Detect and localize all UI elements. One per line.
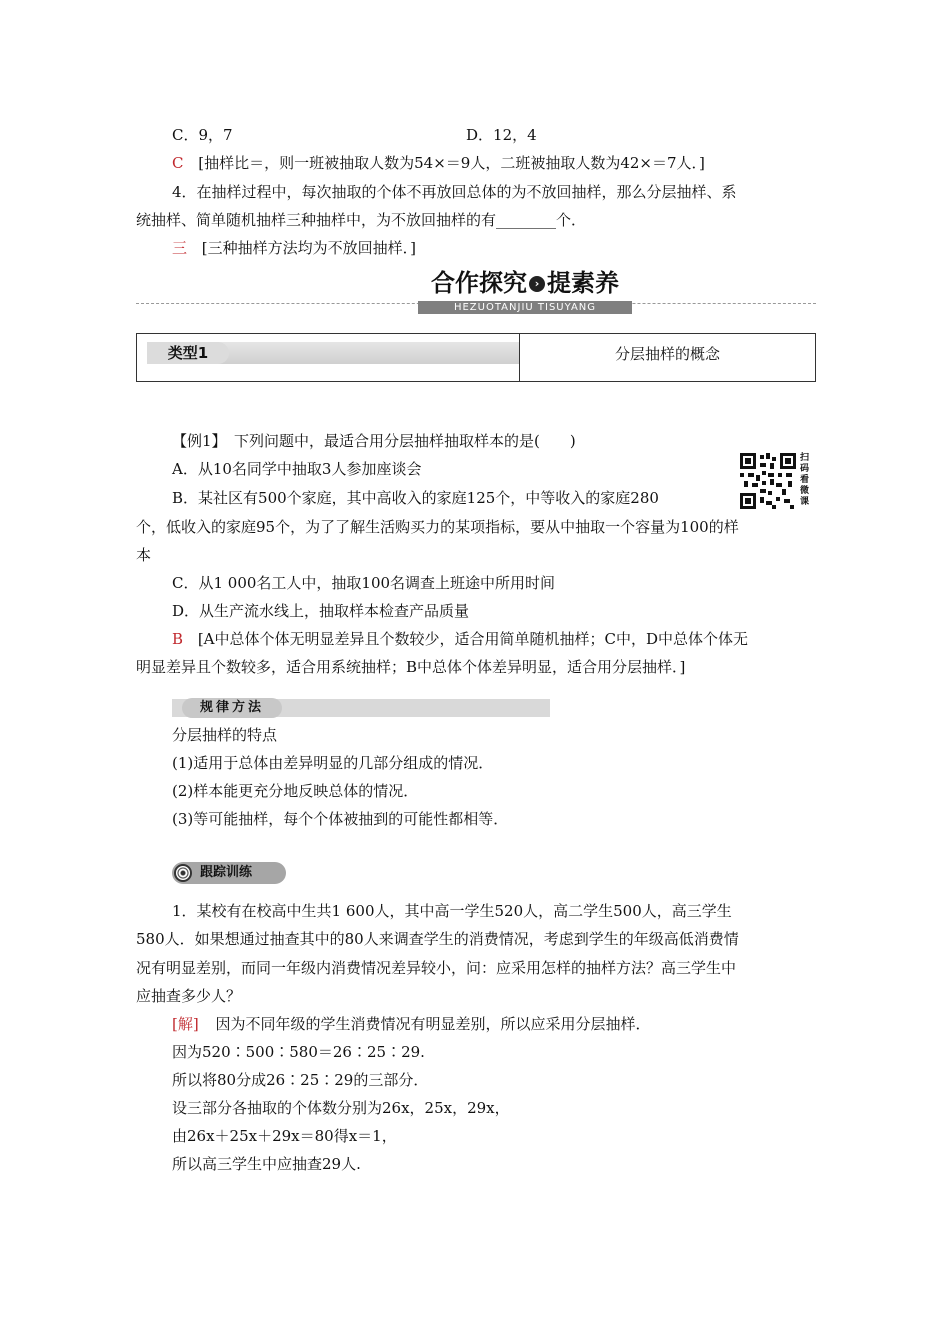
solution-line2: 因为520∶500∶580＝26∶25∶29. — [172, 1043, 425, 1061]
example-answer-line2: 明显差异且个数较多，适合用系统抽样；B中总体个体差异明显，适合用分层抽样．] — [136, 658, 686, 676]
track-q1-line2: 580人．如果想通过抽查其中的80人来调查学生的消费情况，考虑到学生的年级高低消费情 — [136, 930, 739, 948]
example-option-a: A．从10名同学中抽取3人参加座谈会 — [172, 460, 422, 478]
type-topic: 分层抽样的概念 — [614, 345, 720, 363]
option-c: C．9，7 — [172, 126, 233, 144]
qr-caption: 扫码看微课 — [800, 453, 810, 507]
section-subtitle: HEZUOTANJIU TISUYANG — [418, 301, 632, 314]
track-q1-line1: 1．某校有在校高中生共1 600人，其中高一学生520人，高二学生500人，高三学生 — [172, 902, 732, 920]
track-q1-line4: 应抽查多少人？ — [136, 987, 242, 1005]
solution-line3: 所以将80分成26∶25∶29的三部分． — [172, 1071, 429, 1089]
section-title — [410, 266, 640, 300]
answer-explanation: [三种抽样方法均为不放回抽样．] — [201, 239, 417, 257]
track-q1-line3: 况有明显差别，而同一年级内消费情况差异较小，问：应采用怎样的抽样方法？高三学生中 — [136, 959, 737, 977]
type-tag-bar — [147, 342, 519, 364]
section-banner — [410, 266, 640, 314]
type-header-box — [136, 333, 816, 382]
method-label: 规律方法 — [182, 698, 282, 718]
example-option-c: C．从1 000名工人中，抽取100名调查上班途中所用时间 — [172, 574, 556, 592]
method-point-3: (3)等可能抽样，每个个体被抽到的可能性都相等． — [172, 810, 509, 828]
answer-explanation: [A中总体个体无明显差异且个数较少，适合用简单随机抽样；C中，D中总体个体无 — [197, 630, 749, 648]
solution-line6: 所以高三学生中应抽查29人. — [172, 1155, 361, 1173]
track-label: 跟踪训练 — [200, 865, 253, 880]
method-point-1: (1)适用于总体由差异明显的几部分组成的情况． — [172, 754, 494, 772]
solution-line5: 由26x＋25x＋29x＝80得x＝1， — [172, 1127, 397, 1145]
section-title-left: 合作探究 — [431, 269, 527, 297]
question-4-line2: 统抽样、简单随机抽样三种抽样中，为不放回抽样的有________个． — [136, 211, 587, 229]
section-title-right: 提素养 — [547, 269, 619, 297]
example-option-b-line3: 本 — [136, 546, 152, 564]
solution-tag: [解] — [172, 1015, 199, 1033]
answer-letter: 三 — [172, 239, 188, 257]
question-4-line1: 4．在抽样过程中，每次抽取的个体不再放回总体的为不放回抽样，那么分层抽样、系 — [172, 183, 737, 201]
answer-letter: B — [172, 630, 184, 648]
option-d: D．12，4 — [466, 126, 537, 144]
arrow-icon: › — [529, 276, 545, 292]
answer-3 — [172, 152, 705, 173]
answer-4 — [172, 237, 416, 258]
solution-line1 — [172, 1013, 651, 1034]
answer-explanation: [抽样比＝，则一班被抽取人数为54×＝9人，二班被抽取人数为42×＝7人．] — [198, 154, 705, 172]
type-label: 类型1 — [147, 342, 229, 364]
qr-code-icon[interactable] — [740, 453, 796, 509]
method-title: 分层抽样的特点 — [172, 726, 278, 744]
method-point-2: (2)样本能更充分地反映总体的情况． — [172, 782, 419, 800]
example-option-d: D．从生产流水线上，抽取样本检查产品质量 — [172, 602, 470, 620]
example-option-b-line1: B．某社区有500个家庭，其中高收入的家庭125个，中等收入的家庭280 — [172, 489, 659, 507]
track-label-badge — [172, 862, 286, 884]
example-option-b-line2: 个，低收入的家庭95个，为了了解生活购买力的某项指标，要从中抽取一个容量为100的样 — [136, 518, 739, 536]
example-answer-line1 — [172, 628, 748, 649]
method-bar — [172, 699, 550, 717]
target-icon — [174, 864, 192, 882]
solution-text: 因为不同年级的学生消费情况有明显差别，所以应采用分层抽样． — [215, 1015, 651, 1033]
solution-line4: 设三部分各抽取的个体数分别为26x，25x，29x， — [172, 1099, 510, 1117]
example-heading: 【例1】 下列问题中，最适合用分层抽样抽取样本的是( ) — [172, 432, 576, 450]
answer-letter: C — [172, 154, 184, 172]
